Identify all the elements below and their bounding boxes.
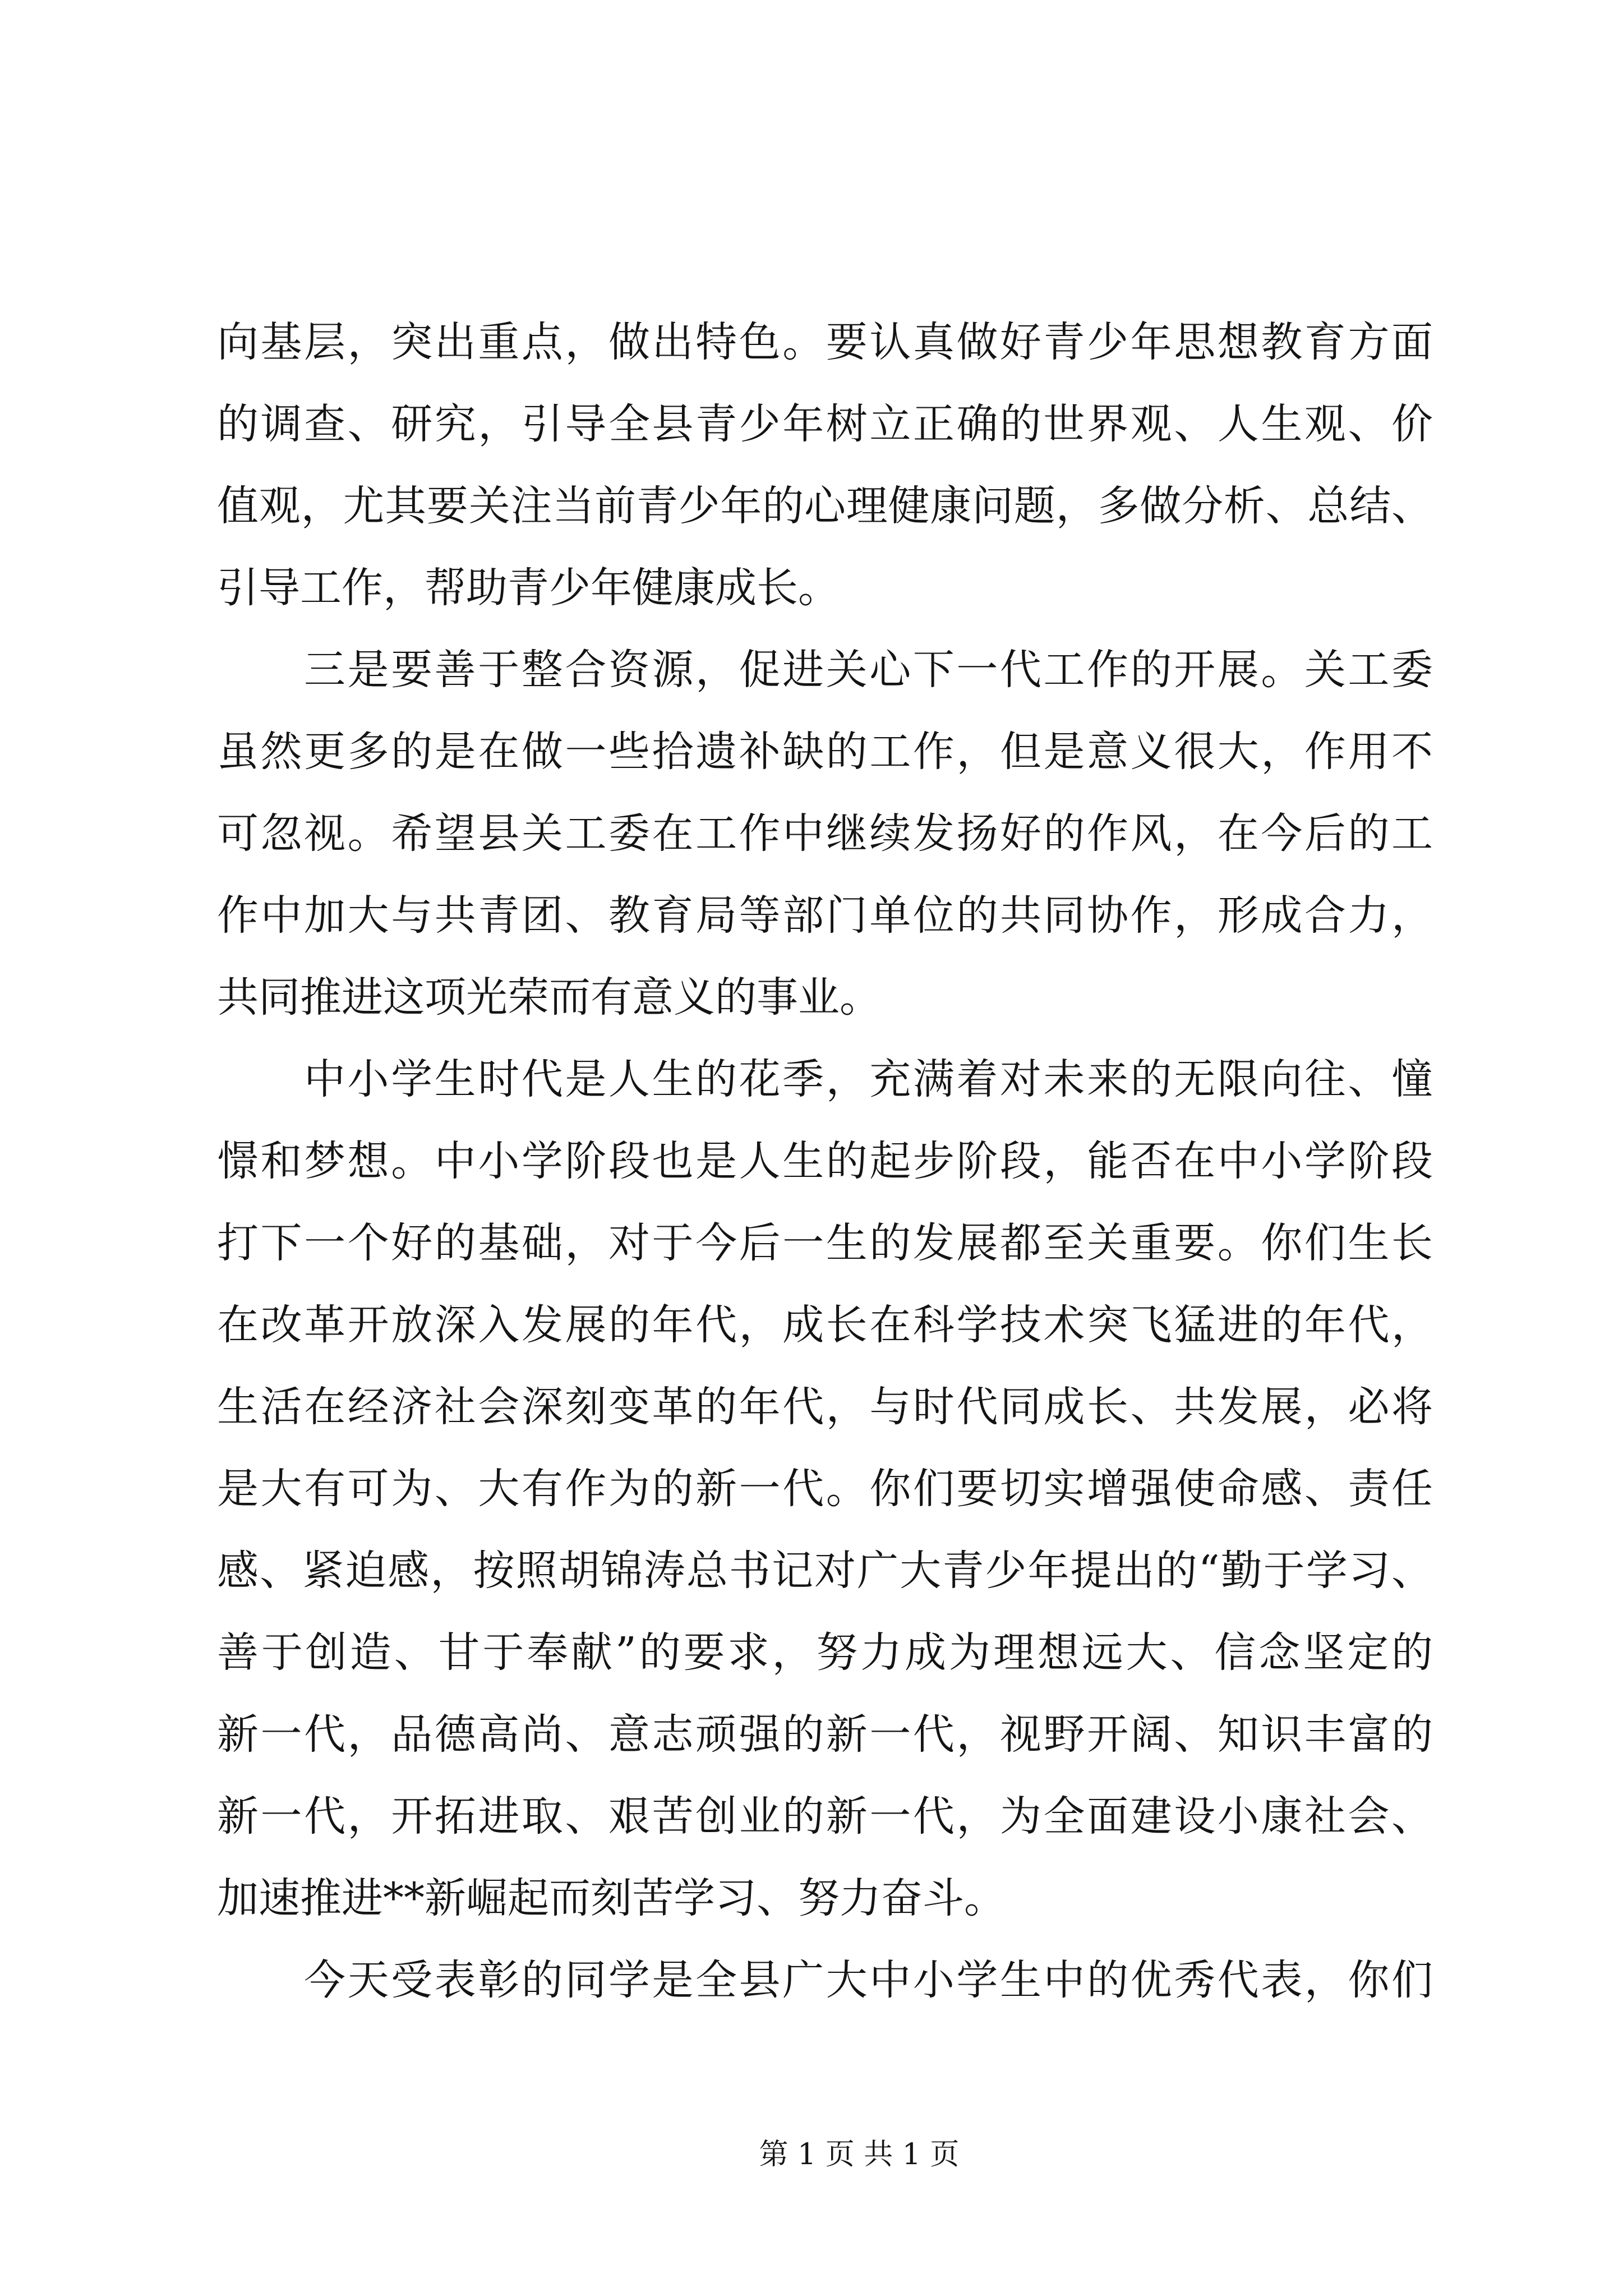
text-line: 感、紧迫感，按照胡锦涛总书记对广大青少年提出的“勤于学习、: [217, 1547, 1433, 1595]
text-line: 加速推进**新崛起而刻苦学习、努力奋斗。: [217, 1874, 1006, 1922]
text-line: 三是要善于整合资源，促进关心下一代工作的开展。关工委: [304, 646, 1433, 694]
text-line: 可忽视。希望县关工委在工作中继续发扬好的作风，在今后的工: [217, 809, 1433, 858]
text-line: 的调查、研究，引导全县青少年树立正确的世界观、人生观、价: [217, 400, 1433, 448]
text-line: 打下一个好的基础，对于今后一生的发展都至关重要。你们生长: [217, 1219, 1433, 1267]
text-line: 向基层，突出重点，做出特色。要认真做好青少年思想教育方面: [217, 318, 1433, 366]
text-line: 新一代，品德高尚、意志顽强的新一代，视野开阔、知识丰富的: [217, 1710, 1433, 1759]
paragraph: [217, 301, 1433, 629]
paragraph: [217, 1939, 1433, 2021]
document-body: [217, 301, 1433, 2021]
paragraph: [217, 1038, 1433, 1939]
text-line: 善于创造、甘于奉献”的要求，努力成为理想远大、信念坚定的: [217, 1628, 1433, 1677]
text-line: 值观，尤其要关注当前青少年的心理健康问题，多做分析、总结、: [217, 482, 1433, 530]
text-line: 新一代，开拓进取、艰苦创业的新一代，为全面建设小康社会、: [217, 1792, 1433, 1841]
text-line: 在改革开放深入发展的年代，成长在科学技术突飞猛进的年代，: [217, 1301, 1433, 1349]
text-line: 中小学生时代是人生的花季，充满着对未来的无限向往、憧: [304, 1055, 1433, 1103]
text-line: 是大有可为、大有作为的新一代。你们要切实增强使命感、责任: [217, 1465, 1433, 1513]
text-line: 今天受表彰的同学是全县广大中小学生中的优秀代表，你们: [304, 1956, 1433, 2004]
text-line: 引导工作，帮助青少年健康成长。: [217, 564, 840, 612]
text-line: 作中加大与共青团、教育局等部门单位的共同协作，形成合力，: [217, 891, 1433, 940]
paragraph: [217, 629, 1433, 1038]
text-line: 憬和梦想。中小学阶段也是人生的起步阶段，能否在中小学阶段: [217, 1137, 1433, 1185]
text-line: 虽然更多的是在做一些拾遗补缺的工作，但是意义很大，作用不: [217, 728, 1433, 776]
text-line: 生活在经济社会深刻变革的年代，与时代同成长、共发展，必将: [217, 1383, 1433, 1431]
text-line: 共同推进这项光荣而有意义的事业。: [217, 973, 881, 1022]
page-number-footer: 第 1 页 共 1 页: [759, 2138, 960, 2171]
